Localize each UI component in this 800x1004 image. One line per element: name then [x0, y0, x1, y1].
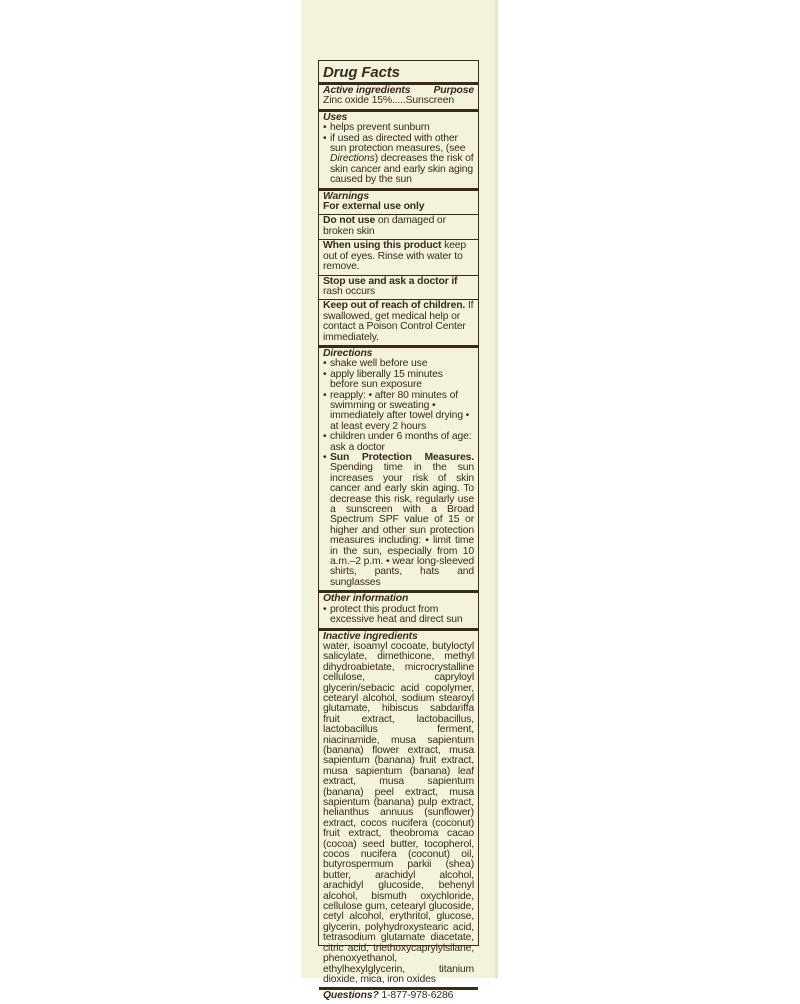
- list-item: • shake well before use: [323, 359, 474, 369]
- list-item: • protect this product from excessive heat and direct sun: [323, 605, 474, 626]
- list-item: • apply liberally 15 minutes before sun exposure: [323, 370, 474, 391]
- directions-header: Directions: [323, 347, 373, 359]
- when-using-warning: When using this product keep out of eyes. Rinse with water to remove.: [323, 240, 467, 273]
- list-item: • if used as directed with other sun protection measures, (see Directions) decreases the risk of skin cancer and early skin aging caused by the sun: [323, 134, 474, 186]
- external-use-only: For external use only: [323, 201, 425, 213]
- list-item: • children under 6 months of age: ask a doctor: [323, 432, 474, 453]
- list-item: • Sun Protection Measures. Spending time in the sun increases your risk of skin cancer and early skin aging. To decrease this risk, regularly use a sunscreen with a Broad Spectrum SPF value of 15 or higher and other sun protection measures including: • limit time in the sun, especially from 10 a.m.–2 p.m. • wear long-sleeved shirts, pants, hats and sunglasses: [323, 453, 474, 588]
- uses-section: [323, 112, 474, 188]
- other-information-header: Other information: [323, 593, 409, 605]
- stop-use-warning: Stop use and ask a doctor if rash occurs: [323, 275, 458, 297]
- other-information-section: [323, 593, 474, 627]
- list-item: • reapply: • after 80 minutes of swimming or sweating • immediately after towel drying • at least every 2 hours: [323, 391, 474, 433]
- list-item: • helps prevent sunburn: [323, 123, 474, 133]
- drug-facts-title: Drug Facts: [323, 64, 400, 81]
- inactive-ingredients-header: Inactive ingredients: [323, 630, 418, 642]
- active-ingredient-line: Zinc oxide 15%.....Sunscreen: [323, 95, 454, 107]
- questions-label: Questions?: [323, 990, 379, 1002]
- uses-header: Uses: [323, 111, 348, 123]
- warnings-section: [323, 191, 474, 215]
- phone-number: 1-877-978-6286: [378, 990, 454, 1002]
- questions-section: [323, 990, 474, 1003]
- warnings-header: Warnings: [323, 190, 369, 202]
- active-ingredients-section: [323, 85, 474, 109]
- purpose-header: Purpose: [433, 85, 474, 96]
- directions-section: [323, 348, 474, 590]
- inactive-ingredients-text: water, isoamyl cocoate, butyloctyl salicylate, dimethicone, methyl dihydroabietate, microcrystalline cellulose, capryloyl glycerin/sebacic acid copolymer, cetearyl alcohol, sodium stearoyl glutamate, hibiscus sabdariffa fruit extract, lactobacillus, lactobacillus ferment, niacinamide, musa sapientum (banana) flower extract, musa sapientum (banana) fruit extract, musa sapientum (banana) leaf extract, musa sapientum (banana) peel extract, musa sapientum (banana) pulp extract, helianthus annuus (sunflower) extract, cocos nucifera (coconut) fruit extract, theobroma cacao (cocoa) seed butter, tocopherol, cocos nucifera (coconut) oil, butyrospermum parkii (shea) butter, arachidyl alcohol, arachidyl glucoside, behenyl alcohol, bismuth oxychloride, cellulose gum, cetearyl glucoside, cetyl alcohol, erythritol, glucose, glycerin, polyhydroxystearic acid, tetrasodium glutamate diacetate, citric acid, triethoxycaprylylsilane, phenoxyethanol, ethylhexylglycerin, titanium dioxide, mica, iron oxides: [323, 640, 474, 985]
- do-not-use-warning: Do not use on damaged or broken skin: [323, 215, 446, 237]
- drug-facts-box: [318, 60, 479, 1002]
- keep-out-of-reach-warning: Keep out of reach of children. If swallowed, get medical help or contact a Poison Control Center immediately.: [323, 300, 474, 343]
- inactive-ingredients-section: [323, 631, 474, 988]
- active-ingredients-header: Active ingredients: [323, 85, 411, 96]
